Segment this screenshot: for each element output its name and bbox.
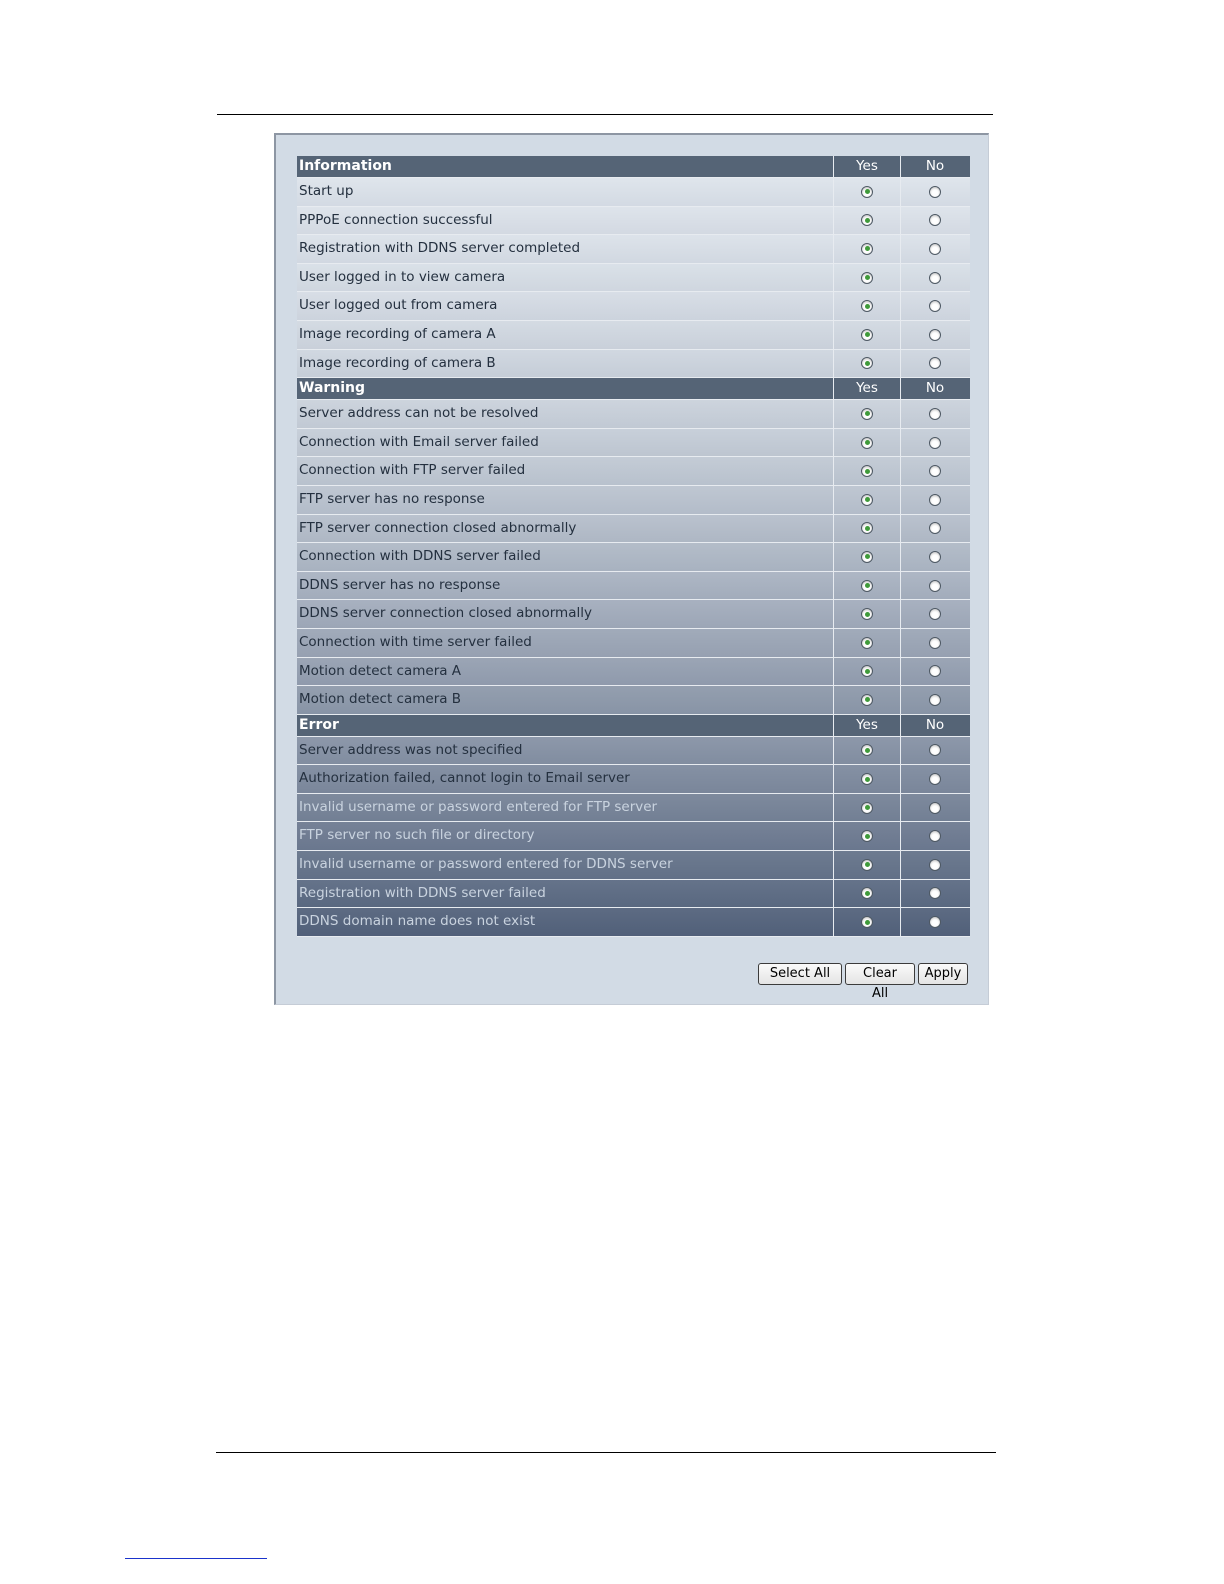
yes-radio[interactable] xyxy=(861,830,873,842)
event-row xyxy=(297,515,970,544)
no-radio[interactable] xyxy=(929,665,941,677)
event-label: FTP server has no response xyxy=(297,486,834,514)
yes-cell xyxy=(834,486,901,514)
no-radio[interactable] xyxy=(929,272,941,284)
event-row xyxy=(297,292,970,321)
no-column-header: No xyxy=(925,158,945,174)
section-header xyxy=(297,715,970,737)
no-cell xyxy=(901,350,969,378)
no-cell xyxy=(901,686,969,714)
no-radio[interactable] xyxy=(929,859,941,871)
no-cell xyxy=(901,207,969,235)
no-cell xyxy=(901,457,969,485)
event-label: User logged out from camera xyxy=(297,292,834,320)
no-cell xyxy=(901,765,969,793)
event-label: Registration with DDNS server failed xyxy=(297,880,834,908)
event-row xyxy=(297,350,970,379)
section-header xyxy=(297,156,970,178)
no-radio[interactable] xyxy=(929,580,941,592)
no-cell xyxy=(901,429,969,457)
yes-radio[interactable] xyxy=(861,608,873,620)
yes-cell xyxy=(834,292,901,320)
yes-cell xyxy=(834,235,901,263)
event-row xyxy=(297,207,970,236)
no-cell xyxy=(901,486,969,514)
event-label: FTP server connection closed abnormally xyxy=(297,515,834,543)
yes-cell xyxy=(834,429,901,457)
no-cell xyxy=(901,822,969,850)
no-radio[interactable] xyxy=(929,916,941,928)
yes-cell xyxy=(834,908,901,936)
yes-column-header: Yes xyxy=(834,715,901,736)
yes-cell xyxy=(834,207,901,235)
event-row xyxy=(297,794,970,823)
no-radio[interactable] xyxy=(929,608,941,620)
yes-radio[interactable] xyxy=(861,665,873,677)
yes-radio[interactable] xyxy=(861,272,873,284)
no-cell xyxy=(901,264,969,292)
no-cell xyxy=(901,629,969,657)
yes-radio[interactable] xyxy=(861,887,873,899)
yes-cell xyxy=(834,765,901,793)
event-row xyxy=(297,822,970,851)
event-label: Image recording of camera B xyxy=(297,350,834,378)
no-radio[interactable] xyxy=(929,551,941,563)
yes-cell xyxy=(834,737,901,765)
yes-radio[interactable] xyxy=(861,637,873,649)
section-title: Error xyxy=(297,715,834,736)
no-radio[interactable] xyxy=(929,830,941,842)
yes-cell xyxy=(834,457,901,485)
event-label: Server address can not be resolved xyxy=(297,400,834,428)
yes-radio[interactable] xyxy=(861,465,873,477)
yes-cell xyxy=(834,178,901,206)
no-radio[interactable] xyxy=(929,186,941,198)
event-label: DDNS server connection closed abnormally xyxy=(297,600,834,628)
no-cell xyxy=(901,321,969,349)
no-radio[interactable] xyxy=(929,465,941,477)
event-row xyxy=(297,457,970,486)
yes-radio[interactable] xyxy=(861,694,873,706)
event-row xyxy=(297,264,970,293)
event-label: Motion detect camera B xyxy=(297,686,834,714)
event-label: Server address was not specified xyxy=(297,737,834,765)
event-label: Connection with DDNS server failed xyxy=(297,543,834,571)
yes-cell xyxy=(834,350,901,378)
yes-radio[interactable] xyxy=(861,357,873,369)
yes-radio[interactable] xyxy=(861,300,873,312)
event-row xyxy=(297,880,970,909)
yes-radio[interactable] xyxy=(861,437,873,449)
event-row xyxy=(297,658,970,687)
yes-radio[interactable] xyxy=(861,186,873,198)
yes-radio[interactable] xyxy=(861,859,873,871)
action-buttons xyxy=(758,963,968,1001)
event-label: Start up xyxy=(297,178,834,206)
clear-all-button[interactable]: Clear All xyxy=(845,963,915,985)
apply-button[interactable]: Apply xyxy=(918,963,968,985)
no-radio[interactable] xyxy=(929,744,941,756)
yes-cell xyxy=(834,794,901,822)
no-column-header: No xyxy=(925,716,945,733)
event-row xyxy=(297,543,970,572)
event-row xyxy=(297,572,970,601)
event-label: Invalid username or password entered for DDNS server xyxy=(297,851,834,879)
no-cell xyxy=(901,880,969,908)
no-radio[interactable] xyxy=(929,329,941,341)
event-table xyxy=(297,156,970,937)
no-column-header: No xyxy=(925,380,945,397)
no-cell xyxy=(901,794,969,822)
footer-link-underline xyxy=(125,1558,267,1559)
event-label: DDNS domain name does not exist xyxy=(297,908,834,936)
yes-radio[interactable] xyxy=(861,580,873,592)
yes-radio[interactable] xyxy=(861,214,873,226)
yes-radio[interactable] xyxy=(861,522,873,534)
yes-cell xyxy=(834,686,901,714)
no-radio[interactable] xyxy=(929,437,941,449)
event-label: Connection with time server failed xyxy=(297,629,834,657)
no-radio[interactable] xyxy=(929,694,941,706)
yes-cell xyxy=(834,880,901,908)
no-cell xyxy=(901,400,969,428)
event-row xyxy=(297,686,970,715)
yes-cell xyxy=(834,400,901,428)
yes-radio[interactable] xyxy=(861,494,873,506)
event-row xyxy=(297,178,970,207)
yes-cell xyxy=(834,515,901,543)
yes-radio[interactable] xyxy=(861,243,873,255)
no-cell xyxy=(901,235,969,263)
no-radio[interactable] xyxy=(929,243,941,255)
page-bottom-rule xyxy=(216,1452,996,1453)
no-cell xyxy=(901,851,969,879)
yes-cell xyxy=(834,658,901,686)
no-cell xyxy=(901,178,969,206)
yes-radio[interactable] xyxy=(861,551,873,563)
event-row xyxy=(297,629,970,658)
yes-column-header: Yes xyxy=(834,378,901,399)
event-row xyxy=(297,235,970,264)
event-row xyxy=(297,908,970,937)
event-label: PPPoE connection successful xyxy=(297,207,834,235)
event-label: Connection with FTP server failed xyxy=(297,457,834,485)
no-radio[interactable] xyxy=(929,357,941,369)
no-cell xyxy=(901,515,969,543)
no-cell xyxy=(901,600,969,628)
event-row xyxy=(297,486,970,515)
event-label: Registration with DDNS server completed xyxy=(297,235,834,263)
event-row xyxy=(297,737,970,766)
event-label: FTP server no such file or directory xyxy=(297,822,834,850)
no-cell xyxy=(901,908,969,936)
yes-radio[interactable] xyxy=(861,802,873,814)
event-row xyxy=(297,765,970,794)
yes-radio[interactable] xyxy=(861,744,873,756)
event-row xyxy=(297,321,970,350)
no-cell xyxy=(901,572,969,600)
no-cell xyxy=(901,292,969,320)
select-all-button[interactable]: Select All xyxy=(758,963,842,985)
no-radio[interactable] xyxy=(929,887,941,899)
yes-cell xyxy=(834,629,901,657)
event-row xyxy=(297,600,970,629)
no-radio[interactable] xyxy=(929,214,941,226)
no-radio[interactable] xyxy=(929,408,941,420)
yes-radio[interactable] xyxy=(861,329,873,341)
event-notification-panel xyxy=(274,133,989,1005)
yes-cell xyxy=(834,572,901,600)
event-row xyxy=(297,429,970,458)
section-title: Information xyxy=(297,156,834,177)
yes-cell xyxy=(834,264,901,292)
no-radio[interactable] xyxy=(929,494,941,506)
yes-radio[interactable] xyxy=(861,408,873,420)
no-cell xyxy=(901,658,969,686)
yes-cell xyxy=(834,822,901,850)
event-label: User logged in to view camera xyxy=(297,264,834,292)
event-row xyxy=(297,851,970,880)
no-radio[interactable] xyxy=(929,773,941,785)
yes-cell xyxy=(834,543,901,571)
yes-cell xyxy=(834,321,901,349)
event-label: Invalid username or password entered for FTP server xyxy=(297,794,834,822)
no-radio[interactable] xyxy=(929,637,941,649)
no-radio[interactable] xyxy=(929,300,941,312)
event-label: Connection with Email server failed xyxy=(297,429,834,457)
yes-cell xyxy=(834,600,901,628)
yes-column-header: Yes xyxy=(834,156,901,177)
yes-radio[interactable] xyxy=(861,773,873,785)
no-radio[interactable] xyxy=(929,802,941,814)
event-label: Authorization failed, cannot login to Email server xyxy=(297,765,834,793)
event-row xyxy=(297,400,970,429)
no-radio[interactable] xyxy=(929,522,941,534)
event-label: Image recording of camera A xyxy=(297,321,834,349)
yes-cell xyxy=(834,851,901,879)
no-cell xyxy=(901,543,969,571)
event-label: DDNS server has no response xyxy=(297,572,834,600)
yes-radio[interactable] xyxy=(861,916,873,928)
section-header xyxy=(297,378,970,400)
event-label: Motion detect camera A xyxy=(297,658,834,686)
page-top-rule xyxy=(217,114,993,115)
no-cell xyxy=(901,737,969,765)
section-title: Warning xyxy=(297,378,834,399)
